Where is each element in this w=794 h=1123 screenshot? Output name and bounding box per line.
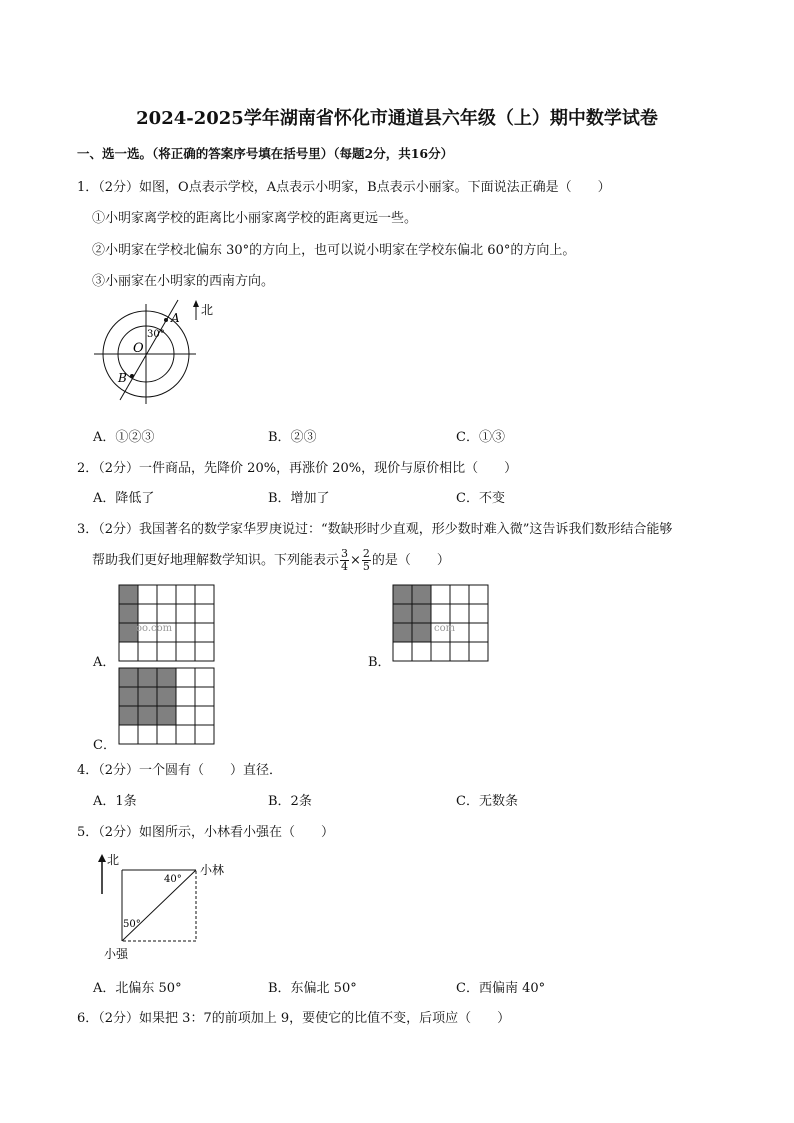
question-1-stem: 1．（2分）如图，O点表示学校，A点表示小明家，B点表示小丽家。下面说法正确是（ ） (77, 180, 611, 195)
grid-cell-shaded (138, 687, 157, 706)
grid-cell-shaded (412, 604, 431, 623)
grid-cell (176, 725, 195, 744)
grid-cell-shaded (119, 706, 138, 725)
grid-cell (469, 642, 488, 661)
angle-40-label: 40° (164, 874, 182, 885)
grid-cell (450, 585, 469, 604)
question-2-option-b[interactable]: B．增加了 (268, 491, 330, 506)
grid-cell (431, 642, 450, 661)
question-4-option-c[interactable]: C．无数条 (456, 794, 518, 809)
question-1-option-a[interactable]: A．①②③ (93, 430, 155, 445)
point-o-label: O (133, 341, 144, 356)
question-3-option-a-label[interactable]: A． (93, 655, 116, 670)
question-1-statement-2: ②小明家在学校北偏东 30°的方向上，也可以说小明家在学校东偏北 60°的方向上。 (92, 243, 576, 258)
grid-cell-shaded (393, 604, 412, 623)
grid-cell (195, 585, 214, 604)
times-sign: × (350, 553, 361, 568)
question-4-option-a[interactable]: A．1条 (93, 794, 137, 809)
question-2-option-c[interactable]: C．不变 (456, 491, 505, 506)
question-6-stem: 6．（2分）如果把 3：7的前项加上 9，要使它的比值不变，后项应（ ） (77, 1011, 511, 1026)
grid-cell (157, 642, 176, 661)
question-3-stem-line2: 帮助我们更好地理解数学知识。下列能表示 $\frac{3}{4}$ × $\frac{2}{5}$ 的是（ ） (92, 547, 450, 573)
grid-cell (157, 725, 176, 744)
question-3-stem-line1: 3．（2分）我国著名的数学家华罗庚说过：“数缺形时少直观，形少数时难入微”这告诉我们数形结合能够 (77, 522, 673, 537)
grid-cell (195, 623, 214, 642)
question-1-statement-1: ①小明家离学校的距离比小丽家离学校的距离更远一些。 (92, 211, 418, 226)
grid-cell (176, 604, 195, 623)
grid-cell (138, 642, 157, 661)
grid-cell (157, 604, 176, 623)
question-2-option-a[interactable]: A．降低了 (93, 491, 155, 506)
question-4-stem: 4．（2分）一个圆有（ ）直径． (77, 763, 283, 778)
point-a-label: A (171, 311, 180, 325)
grid-cell (176, 687, 195, 706)
grid-cell (195, 668, 214, 687)
question-3-option-c-label[interactable]: C． (93, 738, 116, 753)
question-3-grid-c[interactable] (118, 667, 215, 746)
grid-cell-shaded (138, 706, 157, 725)
grid-cell (393, 642, 412, 661)
angle-50-label: 50° (123, 919, 141, 930)
grid-cell (469, 604, 488, 623)
question-3-option-b-label[interactable]: B． (368, 655, 391, 670)
xiaolin-label: 小林 (200, 863, 225, 877)
question-1-option-b[interactable]: B．②③ (268, 430, 317, 445)
grid-cell (195, 642, 214, 661)
grid-cell-shaded (157, 668, 176, 687)
grid-cell (412, 642, 431, 661)
grid-cell (138, 725, 157, 744)
grid-cell (195, 687, 214, 706)
grid-cell (157, 585, 176, 604)
grid-cell-shaded (119, 604, 138, 623)
question-1-figure (90, 296, 220, 408)
grid-cell (195, 725, 214, 744)
question-5-option-b[interactable]: B．东偏北 50° (268, 981, 357, 996)
question-2-stem: 2．（2分）一件商品，先降价 20%，再涨价 20%，现价与原价相比（ ） (77, 461, 518, 476)
question-1-option-c[interactable]: C．①③ (456, 430, 505, 445)
grid-cell (469, 585, 488, 604)
watermark-a: oo.com (136, 623, 173, 634)
grid-cell-shaded (138, 668, 157, 687)
grid-cell (431, 604, 450, 623)
grid-cell-shaded (393, 585, 412, 604)
grid-cell (119, 725, 138, 744)
question-5-stem: 5．（2分）如图所示，小林看小强在（ ） (77, 825, 335, 840)
angle-label: 30° (147, 329, 165, 340)
grid-cell-shaded (412, 623, 431, 642)
fraction-three-quarters: $\frac{3}{4}$ (341, 547, 349, 573)
grid-cell-shaded (119, 585, 138, 604)
grid-cell (138, 585, 157, 604)
watermark-b: com (434, 623, 456, 634)
grid-cell (195, 604, 214, 623)
north-label-5: 北 (107, 853, 120, 867)
grid-cell (450, 604, 469, 623)
grid-cell (176, 642, 195, 661)
grid-cell (119, 642, 138, 661)
north-label: 北 (201, 303, 214, 317)
xiaoqiang-label: 小强 (104, 947, 129, 961)
grid-cell-shaded (157, 706, 176, 725)
fraction-two-fifths: $\frac{2}{5}$ (362, 547, 370, 573)
grid-cell-shaded (119, 668, 138, 687)
grid-cell (176, 585, 195, 604)
grid-cell (176, 706, 195, 725)
grid-cell (469, 623, 488, 642)
question-5-figure (92, 848, 242, 966)
grid-cell-shaded (119, 687, 138, 706)
grid-cell (450, 642, 469, 661)
grid-cell (431, 585, 450, 604)
grid-cell (195, 706, 214, 725)
grid-cell-shaded (412, 585, 431, 604)
grid-cell (176, 623, 195, 642)
question-4-option-b[interactable]: B．2条 (268, 794, 312, 809)
grid-cell (138, 604, 157, 623)
grid-cell (176, 668, 195, 687)
question-5-option-a[interactable]: A．北偏东 50° (93, 981, 182, 996)
section-heading: 一、选一选。（将正确的答案序号填在括号里）（每题2分，共16分） (77, 146, 454, 161)
question-5-option-c[interactable]: C．西偏南 40° (456, 981, 546, 996)
point-b-label: B (118, 371, 127, 385)
question-1-statement-3: ③小丽家在小明家的西南方向。 (92, 274, 275, 289)
page-title: 2024-2025学年湖南省怀化市通道县六年级（上）期中数学试卷 (136, 108, 658, 129)
grid-cell-shaded (393, 623, 412, 642)
grid-cell-shaded (157, 687, 176, 706)
